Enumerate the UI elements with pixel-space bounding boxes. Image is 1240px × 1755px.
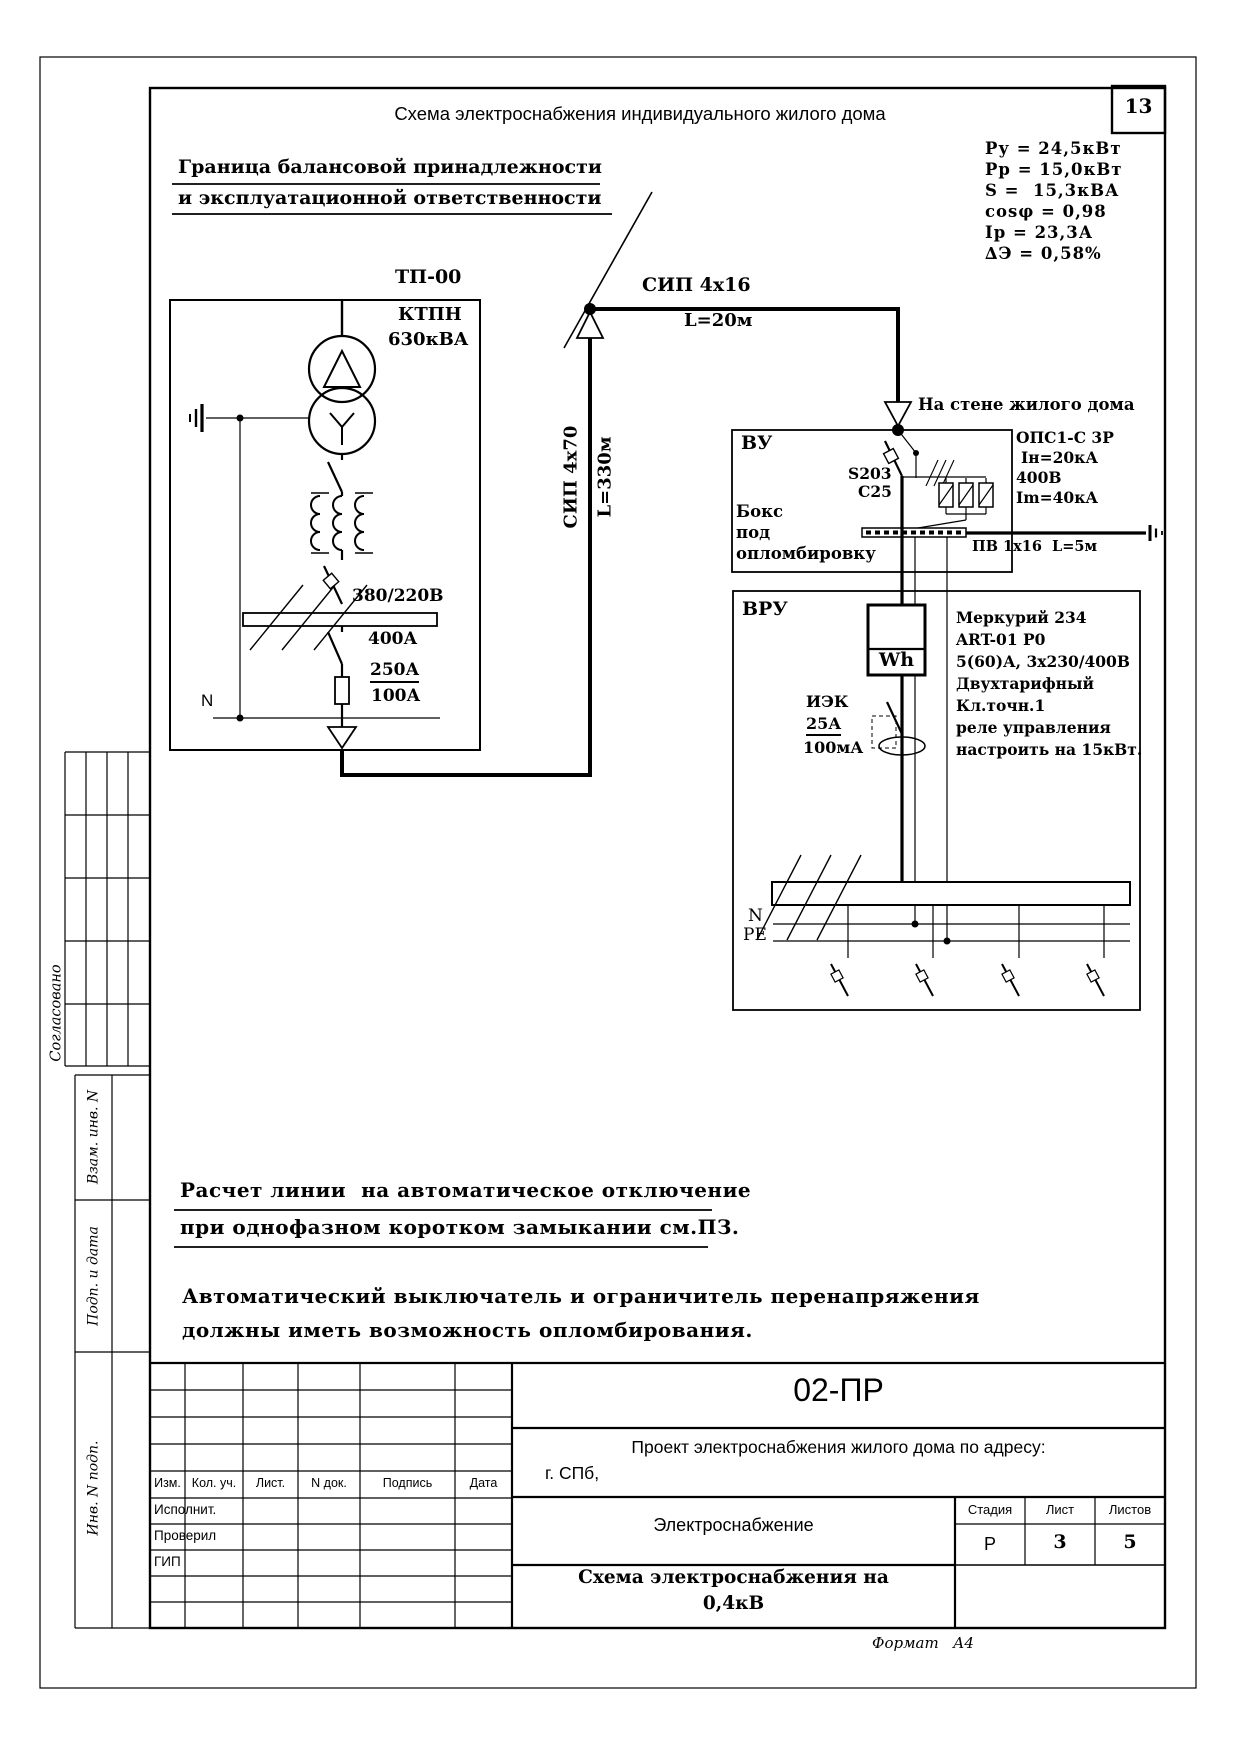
feeder-switch-icon <box>328 626 342 664</box>
sip70-length: L=330м <box>594 436 616 518</box>
earthing-bar <box>862 528 966 537</box>
seal-note-2: под <box>736 523 771 542</box>
rcd-icon <box>872 702 925 755</box>
sheet-label: Лист <box>1045 1502 1075 1517</box>
note-line-2: при однофазном коротком замыкании см.ПЗ. <box>180 1215 740 1239</box>
tp-fuse-rating: 250А <box>370 662 419 683</box>
side-stamp-grid <box>65 752 150 1628</box>
tp-neutral-label: N <box>201 691 214 710</box>
tp-power: 630кВА <box>388 329 469 350</box>
ground-icon-left <box>190 404 309 432</box>
col-ndok: N док. <box>311 1476 347 1490</box>
distribution-busbar <box>772 882 1130 905</box>
note-line-1: Расчет линии на автоматическое отключение <box>180 1178 752 1202</box>
tp-type: КТПН <box>398 304 462 325</box>
pv-label: ПВ 1x16 L=5м <box>972 538 1098 555</box>
param-line: ∆Э = 0,58% <box>985 244 1102 263</box>
n-pe-conductors <box>915 537 947 940</box>
vu-breaker-model: S203 <box>848 464 892 483</box>
drawing-title: Схема электроснабжения индивидуального жилого дома <box>394 103 886 124</box>
stamp-vzam-inv: Взам. инв. N <box>85 1089 102 1185</box>
wall-note: На стене жилого дома <box>918 395 1135 414</box>
meter-info-line: Двухтарифный <box>956 674 1095 693</box>
vru-label: ВРУ <box>742 598 788 620</box>
meter-info-line: ART-01 Р0 <box>956 630 1046 649</box>
spd-in: Iн=20кА <box>1021 448 1098 467</box>
spd-im: Im=40кА <box>1016 488 1099 507</box>
tp-switch-rating: 400А <box>368 629 418 649</box>
param-line: S = 15,3кВА <box>985 181 1120 200</box>
project-name: Проект электроснабжения жилого дома по адресу: <box>631 1437 1046 1457</box>
col-izm: Изм. <box>154 1476 181 1490</box>
cable-arrow-icon <box>577 312 603 338</box>
project-address: г. СПб, <box>545 1463 600 1483</box>
role-ispolnit: Исполнит. <box>154 1502 217 1517</box>
param-line: Ру = 24,5кВт <box>985 139 1122 158</box>
n-bus-label: N <box>748 906 763 926</box>
stage-value: Р <box>983 1534 996 1554</box>
rcd-current: 25А <box>806 716 841 736</box>
cable-arrow-icon <box>885 402 911 426</box>
meter-info-line: настроить на 15кВт. <box>956 740 1143 759</box>
drawing-name-2: 0,4кВ <box>702 1593 765 1614</box>
spd-voltage: 400В <box>1016 468 1062 487</box>
vu-breaker-rating: C25 <box>858 482 892 501</box>
rcd-brand: ИЭК <box>806 692 849 711</box>
tp-fuse-rating2: 100А <box>371 686 421 706</box>
ground-icon-right <box>1150 525 1162 541</box>
meter-info-line: Меркурий 234 <box>956 608 1087 627</box>
col-list: Лист. <box>255 1476 286 1490</box>
meter-info-line: Кл.точн.1 <box>956 696 1046 715</box>
section-name: Электроснабжение <box>653 1515 814 1535</box>
seal-note-3: опломбировку <box>736 544 876 563</box>
junction-dot <box>237 715 244 722</box>
outgoing-feeders <box>831 905 1104 996</box>
note-line-4: должны иметь возможность опломбирования. <box>182 1318 753 1342</box>
sheet-number: 13 <box>1124 94 1153 118</box>
tp-bus-voltage: 380/220В <box>352 586 444 606</box>
current-transformer-icon <box>311 493 373 560</box>
boundary-label-1: Граница балансовой принадлежности <box>178 156 602 178</box>
transformer-icon <box>309 300 375 454</box>
sip16-length: L=20м <box>684 310 753 331</box>
meter-symbol: Wh <box>878 649 915 671</box>
meter-info-line: реле управления <box>956 718 1111 737</box>
meter-info-line: 5(60)А, 3x230/400В <box>956 652 1130 671</box>
sheets-label: Листов <box>1108 1502 1152 1517</box>
tp-name: ТП-00 <box>395 266 462 288</box>
junction-dot <box>944 938 951 945</box>
vu-label: ВУ <box>741 432 773 454</box>
stage-label: Стадия <box>967 1502 1013 1517</box>
tp-block <box>170 300 480 750</box>
stamp-podp-data: Подп. и дата <box>85 1226 102 1326</box>
col-kol: Кол. уч. <box>191 1476 237 1490</box>
col-podpis: Подпись <box>382 1476 433 1490</box>
breaker-icon <box>323 566 342 604</box>
sip16-label: СИП 4x16 <box>642 274 751 296</box>
seal-note-1: Бокс <box>736 502 784 521</box>
format-label: Формат А4 <box>872 1634 974 1652</box>
param-line: cosφ = 0,98 <box>985 202 1107 221</box>
tp-busbar <box>243 613 437 626</box>
surge-protector-icon <box>898 430 993 530</box>
spd-model: ОПС1-С 3Р <box>1016 428 1114 447</box>
stamp-approved: Согласовано <box>48 964 65 1062</box>
doc-code: 02-ПР <box>793 1372 884 1408</box>
junction-dot <box>912 921 919 928</box>
boundary-label-2: и эксплуатационной ответственности <box>178 187 602 209</box>
sheets-value: 5 <box>1123 1531 1137 1553</box>
cable-arrow-icon <box>328 727 356 748</box>
disconnect-switch-icon <box>328 454 342 496</box>
col-data: Дата <box>469 1476 498 1490</box>
role-proveril: Проверил <box>154 1528 217 1543</box>
sip70-label: СИП 4x70 <box>560 425 582 529</box>
drawing-name-1: Схема электроснабжения на <box>578 1567 889 1588</box>
note-line-3: Автоматический выключатель и ограничитель перенапряжения <box>182 1284 980 1308</box>
stamp-inv-podp: Инв. N подп. <box>85 1440 102 1536</box>
role-gip: ГИП <box>154 1554 181 1569</box>
param-line: Рр = 15,0кВт <box>985 160 1123 179</box>
rcd-leakage: 100мА <box>803 738 864 757</box>
param-line: Iр = 23,3А <box>985 223 1094 242</box>
sheet-value: 3 <box>1053 1531 1067 1553</box>
pe-bus-label: PE <box>743 925 767 945</box>
